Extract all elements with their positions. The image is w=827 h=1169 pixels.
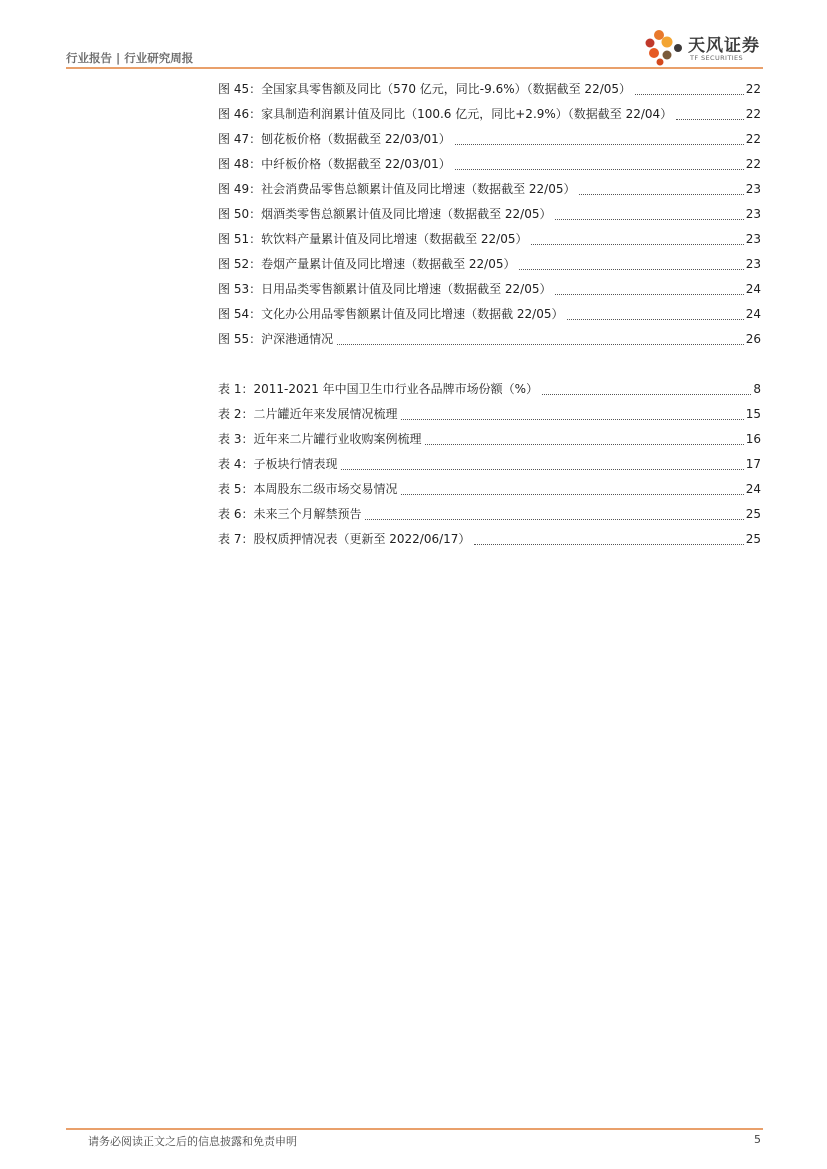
toc-entry-label: 图 51：软饮料产量累计值及同比增速（数据截至 22/05） [218, 232, 528, 246]
toc-entry-label: 表 2：二片罐近年来发展情况梳理 [218, 407, 398, 421]
toc-entry-figure-46[interactable] [218, 102, 761, 127]
toc-entry-page: 25 [745, 507, 761, 521]
header-divider [66, 67, 763, 69]
toc-entry-label: 表 1：2011-2021 年中国卫生巾行业各品牌市场份额（%） [218, 382, 539, 396]
dot-leader [341, 468, 743, 470]
toc-entry-page: 23 [745, 257, 761, 271]
toc-entry-table-7[interactable] [218, 527, 761, 552]
toc-entry-label: 图 47：刨花板价格（数据截至 22/03/01） [218, 132, 451, 146]
dot-leader [401, 418, 743, 420]
footer-disclaimer: 请务必阅读正文之后的信息披露和免责申明 [88, 1135, 297, 1148]
dot-leader [425, 443, 743, 445]
dot-leader [455, 168, 744, 170]
toc-entry-page: 26 [745, 332, 761, 346]
toc-entry-figure-54[interactable] [218, 302, 761, 327]
toc-entry-page: 22 [745, 82, 761, 96]
toc-entry-label: 表 6：未来三个月解禁预告 [218, 507, 362, 521]
dot-leader [337, 343, 744, 345]
toc-entry-table-3[interactable] [218, 427, 761, 452]
toc-entry-label: 表 7：股权质押情况表（更新至 2022/06/17） [218, 532, 471, 546]
table-list [218, 377, 761, 552]
toc-entry-label: 图 52：卷烟产量累计值及同比增速（数据截至 22/05） [218, 257, 516, 271]
toc-entry-table-1[interactable] [218, 377, 761, 402]
toc-entry-table-5[interactable] [218, 477, 761, 502]
toc-entry-page: 8 [753, 382, 761, 396]
dot-leader [455, 143, 744, 145]
toc-entry-label: 图 55：沪深港通情况 [218, 332, 334, 346]
toc-entry-table-6[interactable] [218, 502, 761, 527]
toc-entry-page: 23 [745, 182, 761, 196]
toc-entry-figure-47[interactable] [218, 127, 761, 152]
toc-entry-label: 表 4：子板块行情表现 [218, 457, 338, 471]
dot-leader [365, 518, 743, 520]
dot-leader [401, 493, 743, 495]
toc-entry-label: 图 54：文化办公用品零售额累计值及同比增速（数据截 22/05） [218, 307, 564, 321]
toc-entry-label: 图 45：全国家具零售额及同比（570 亿元，同比-9.6%）（数据截至 22/05） [218, 82, 632, 96]
dot-leader [555, 218, 743, 220]
tf-securities-flower-logo-icon [645, 28, 687, 66]
toc-entry-page: 22 [745, 132, 761, 146]
toc-entry-page: 22 [745, 157, 761, 171]
toc-entry-page: 16 [745, 432, 761, 446]
dot-leader [555, 293, 743, 295]
page-header [66, 0, 763, 68]
toc-entry-page: 24 [745, 282, 761, 296]
dot-leader [531, 243, 743, 245]
dot-leader [474, 543, 743, 545]
toc-entry-label: 图 46：家具制造利润累计值及同比（100.6 亿元，同比+2.9%）（数据截至 22/04） [218, 107, 673, 121]
logo-english-name: TF SECURITIES [690, 54, 744, 62]
toc-entry-label: 表 5：本周股东二级市场交易情况 [218, 482, 398, 496]
toc-entry-label: 图 48：中纤板价格（数据截至 22/03/01） [218, 157, 451, 171]
tf-securities-logo [645, 28, 763, 66]
footer-divider [66, 1128, 763, 1130]
toc-entry-page: 15 [745, 407, 761, 421]
toc-entry-label: 图 49：社会消费品零售总额累计值及同比增速（数据截至 22/05） [218, 182, 576, 196]
figure-list [218, 77, 761, 352]
dot-leader [567, 318, 743, 320]
dot-leader [542, 393, 751, 395]
toc-entry-page: 22 [745, 107, 761, 121]
table-of-contents [218, 77, 761, 552]
toc-entry-figure-53[interactable] [218, 277, 761, 302]
toc-entry-label: 图 50：烟酒类零售总额累计值及同比增速（数据截至 22/05） [218, 207, 552, 221]
toc-entry-label: 表 3：近年来二片罐行业收购案例梳理 [218, 432, 422, 446]
dot-leader [676, 118, 744, 120]
toc-entry-figure-50[interactable] [218, 202, 761, 227]
toc-entry-page: 24 [745, 307, 761, 321]
toc-entry-figure-51[interactable] [218, 227, 761, 252]
toc-entry-figure-45[interactable] [218, 77, 761, 102]
toc-entry-table-2[interactable] [218, 402, 761, 427]
toc-entry-label: 图 53：日用品类零售额累计值及同比增速（数据截至 22/05） [218, 282, 552, 296]
toc-entry-page: 17 [745, 457, 761, 471]
dot-leader [579, 193, 743, 195]
toc-entry-page: 23 [745, 232, 761, 246]
toc-entry-table-4[interactable] [218, 452, 761, 477]
dot-leader [635, 93, 744, 95]
toc-entry-page: 25 [745, 532, 761, 546]
toc-entry-figure-48[interactable] [218, 152, 761, 177]
toc-entry-figure-52[interactable] [218, 252, 761, 277]
report-type-label: 行业报告 | 行业研究周报 [66, 51, 194, 65]
toc-entry-page: 23 [745, 207, 761, 221]
page-number: 5 [754, 1133, 761, 1146]
dot-leader [519, 268, 743, 270]
logo-chinese-name: 天风证券 [688, 36, 760, 56]
toc-entry-figure-55[interactable] [218, 327, 761, 352]
section-spacer [218, 352, 761, 377]
toc-entry-figure-49[interactable] [218, 177, 761, 202]
toc-entry-page: 24 [745, 482, 761, 496]
